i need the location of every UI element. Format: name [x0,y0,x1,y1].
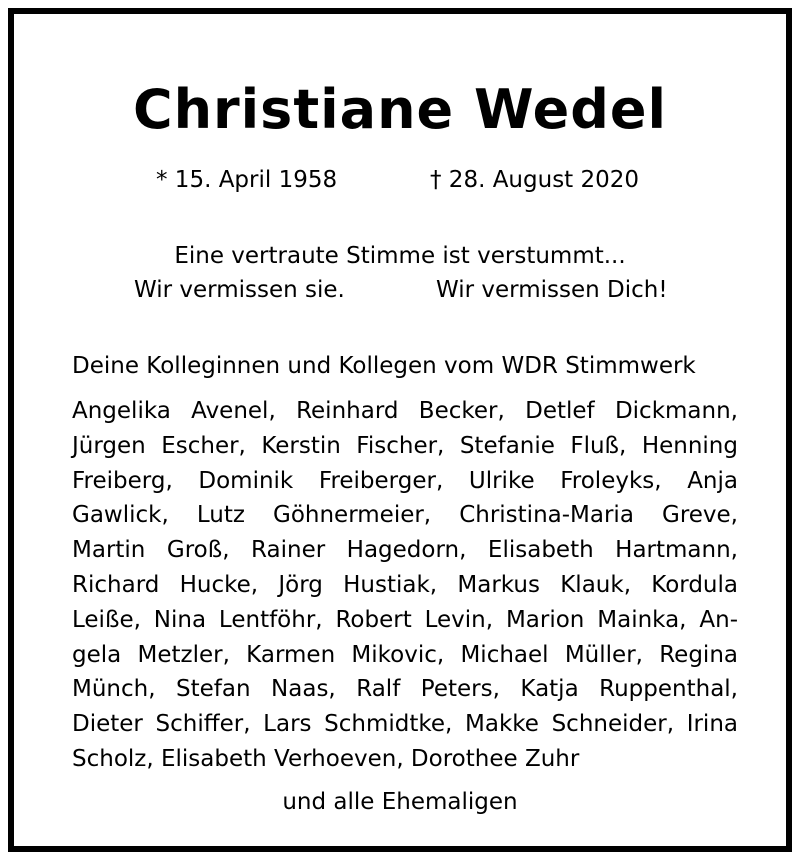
obituary-frame [8,8,792,852]
names-line: Jürgen Escher, Kerstin Fischer, Stefanie Fluß, Henning [72,432,738,459]
quote-line-2-left: Wir vermissen sie. [134,277,345,303]
colleague-names [72,394,738,777]
names-line: Dieter Schiffer, Lars Schmidtke, Makke Schneider, Irina [72,711,738,738]
names-line: Scholz, Elisabeth Verhoeven, Dorothee Zuhr [72,745,580,772]
names-line: Angelika Avenel, Reinhard Becker, Detlef Dickmann, [72,398,738,424]
names-line: Münch, Stefan Naas, Ralf Peters, Katja Ruppenthal, [72,676,738,703]
names-line: Freiberg, Dominik Freiberger, Ulrike Froleyks, Anja [72,467,738,494]
birth-date: * 15. April 1958 [156,167,338,193]
names-line: gela Metzler, Karmen Mikovic, Michael Müller, Regina [72,641,738,668]
names-line: Martin Groß, Rainer Hagedorn, Elisabeth Hartmann, [72,537,738,564]
quote-line-2-right: Wir vermissen Dich! [436,277,668,303]
names-line: Gawlick, Lutz Göhnermeier, Christina-Maria Greve, [72,502,738,529]
closing-line: und alle Ehemaligen [282,789,518,815]
signers-heading: Deine Kolleginnen und Kollegen vom WDR Stimmwerk [72,353,696,379]
quote-line-1: Eine vertraute Stimme ist verstummt... [174,243,626,269]
names-line: Leiße, Nina Lentföhr, Robert Levin, Marion Mainka, An- [72,606,738,633]
deceased-name: Christiane Wedel [132,78,668,141]
death-date: † 28. August 2020 [430,167,640,193]
names-line: Richard Hucke, Jörg Hustiak, Markus Klauk, Kordula [72,571,738,598]
